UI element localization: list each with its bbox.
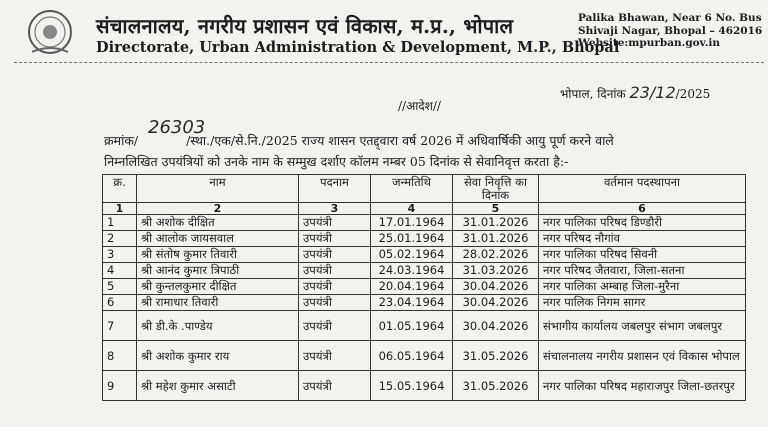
cell-posting: नगर पालिका अम्बाह जिला-मुरैना — [539, 279, 746, 295]
cell-name: श्री महेश कुमार असाटी — [137, 371, 299, 401]
cell-name: श्री संतोष कुमार तिवारी — [137, 247, 299, 263]
cell-dob: 06.05.1964 — [371, 341, 453, 371]
cell-serial: 1 — [103, 215, 137, 231]
col-number: 3 — [299, 203, 371, 215]
col-header-dob: जन्मतिथि — [371, 175, 453, 203]
address-line: Palika Bhawan, Near 6 No. Bus — [578, 12, 762, 24]
cell-designation: उपयंत्री — [299, 311, 371, 341]
cell-designation: उपयंत्री — [299, 279, 371, 295]
cell-dob: 20.04.1964 — [371, 279, 453, 295]
cell-serial: 7 — [103, 311, 137, 341]
order-date — [560, 83, 710, 102]
table-row — [103, 247, 746, 263]
cell-retirement-date: 28.02.2026 — [453, 247, 539, 263]
cell-dob: 23.04.1964 — [371, 295, 453, 311]
cell-designation: उपयंत्री — [299, 341, 371, 371]
address-line: Shivaji Nagar, Bhopal – 462016 — [578, 24, 763, 37]
table-row — [103, 263, 746, 279]
cell-serial: 9 — [103, 371, 137, 401]
column-number-row — [103, 203, 746, 215]
date-handwritten: 23/12 — [629, 83, 676, 102]
date-prefix: भोपाल, दिनांक — [560, 87, 626, 101]
header-divider — [14, 62, 764, 63]
mp-government-emblem-icon — [22, 8, 78, 58]
cell-dob: 25.01.1964 — [371, 231, 453, 247]
cell-designation: उपयंत्री — [299, 371, 371, 401]
cell-designation: उपयंत्री — [299, 231, 371, 247]
cell-serial: 8 — [103, 341, 137, 371]
order-title: //आदेश// — [398, 99, 441, 113]
cell-designation: उपयंत्री — [299, 247, 371, 263]
department-title-english: Directorate, Urban Administration & Development, M.P., Bhopal — [96, 39, 620, 56]
order-paragraph-line2: निम्नलिखित उपयंत्रियों को उनके नाम के सम्मुख दर्शाए कॉलम नम्बर 05 दिनांक से सेवानिवृत्त करता है:- — [104, 154, 569, 169]
cell-dob: 05.02.1964 — [371, 247, 453, 263]
kramank-text: /स्था./एक/से.नि./2025 राज्य शासन एतद्द्वारा वर्ष 2026 में अधिवार्षिकी आयु पूर्ण करने वाले — [186, 133, 614, 148]
table-row — [103, 295, 746, 311]
cell-dob: 01.05.1964 — [371, 311, 453, 341]
cell-retirement-date: 31.05.2026 — [453, 371, 539, 401]
cell-retirement-date: 31.03.2026 — [453, 263, 539, 279]
col-header-posting: वर्तमान पदस्थापना — [539, 175, 746, 203]
order-paragraph-line1 — [104, 132, 614, 149]
date-year: /2025 — [675, 87, 711, 101]
cell-serial: 2 — [103, 231, 137, 247]
cell-posting: संचालनालय नगरीय प्रशासन एवं विकास भोपाल — [539, 341, 746, 371]
cell-posting: नगर पालिका परिषद डिण्डौरी — [539, 215, 746, 231]
kramank-label: क्रमांक/ — [104, 133, 139, 148]
cell-retirement-date: 31.01.2026 — [453, 215, 539, 231]
cell-posting: संभागीय कार्यालय जबलपुर संभाग जबलपुर — [539, 311, 746, 341]
cell-name: श्री डी.के .पाण्डेय — [137, 311, 299, 341]
cell-name: श्री आलोक जायसवाल — [137, 231, 299, 247]
cell-designation: उपयंत्री — [299, 295, 371, 311]
col-header-name: नाम — [137, 175, 299, 203]
cell-name: श्री कुन्तलकुमार दीक्षित — [137, 279, 299, 295]
col-number: 6 — [539, 203, 746, 215]
cell-posting: नगर परिषद जैतवारा, जिला-सतना — [539, 263, 746, 279]
table-row — [103, 215, 746, 231]
cell-retirement-date: 31.01.2026 — [453, 231, 539, 247]
cell-serial: 3 — [103, 247, 137, 263]
table-row — [103, 311, 746, 341]
office-address — [578, 12, 762, 50]
cell-serial: 4 — [103, 263, 137, 279]
table-row — [103, 371, 746, 401]
col-number: 5 — [453, 203, 539, 215]
cell-retirement-date: 30.04.2026 — [453, 311, 539, 341]
website-line: Website:mpurban.gov.in — [578, 37, 720, 49]
table-row — [103, 341, 746, 371]
cell-retirement-date: 30.04.2026 — [453, 295, 539, 311]
col-header-designation: पदनाम — [299, 175, 371, 203]
cell-serial: 5 — [103, 279, 137, 295]
col-header-retirement-date: सेवा निवृत्ति का दिनांक — [453, 175, 539, 203]
cell-dob: 17.01.1964 — [371, 215, 453, 231]
cell-name: श्री अशोक दीक्षित — [137, 215, 299, 231]
order-number-handwritten: 26303 — [148, 117, 206, 138]
table-row — [103, 231, 746, 247]
cell-dob: 24.03.1964 — [371, 263, 453, 279]
cell-posting: नगर पालिक निगम सागर — [539, 295, 746, 311]
col-header-serial: क्र. — [103, 175, 137, 203]
cell-name: श्री अशोक कुमार राय — [137, 341, 299, 371]
cell-name: श्री आनंद कुमार त्रिपाठी — [137, 263, 299, 279]
retirement-table — [102, 174, 746, 401]
cell-posting: नगर पालिका परिषद महाराजपुर जिला-छतरपुर — [539, 371, 746, 401]
cell-designation: उपयंत्री — [299, 263, 371, 279]
table-header-row — [103, 175, 746, 203]
table-row — [103, 279, 746, 295]
cell-dob: 15.05.1964 — [371, 371, 453, 401]
cell-name: श्री रामाधार तिवारी — [137, 295, 299, 311]
department-title-hindi: संचालनालय, नगरीय प्रशासन एवं विकास, म.प्र., भोपाल — [96, 14, 514, 38]
col-number: 1 — [103, 203, 137, 215]
col-number: 4 — [371, 203, 453, 215]
cell-retirement-date: 30.04.2026 — [453, 279, 539, 295]
cell-posting: नगर पालिका परिषद सिवनी — [539, 247, 746, 263]
cell-serial: 6 — [103, 295, 137, 311]
col-number: 2 — [137, 203, 299, 215]
cell-designation: उपयंत्री — [299, 215, 371, 231]
cell-retirement-date: 31.05.2026 — [453, 341, 539, 371]
cell-posting: नगर परिषद नौगांव — [539, 231, 746, 247]
